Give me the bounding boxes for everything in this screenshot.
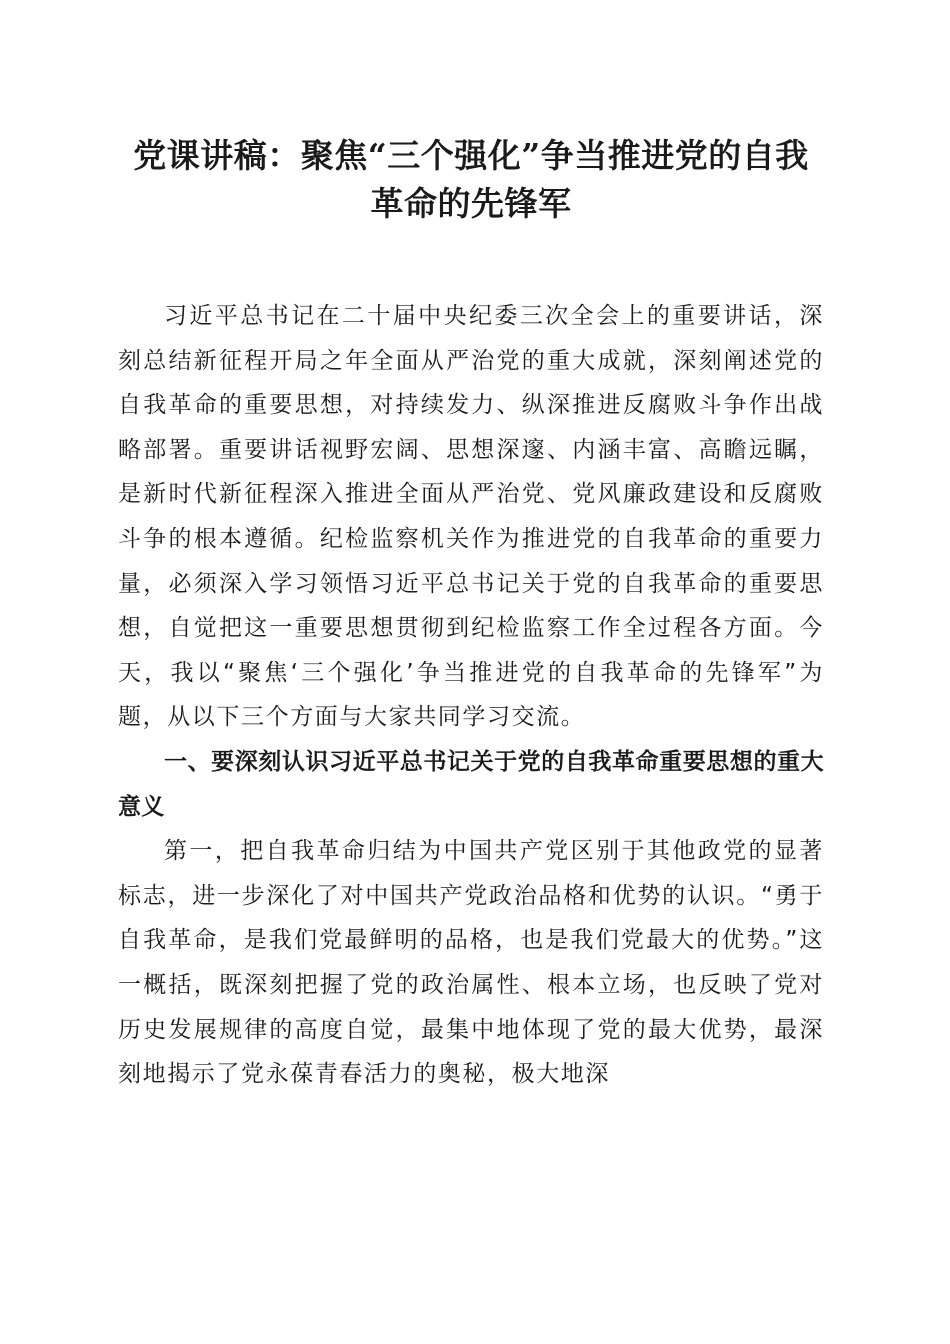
section-heading: 一、要深刻认识习近平总书记关于党的自我革命重要思想的重大意义 bbox=[118, 748, 824, 820]
document-page bbox=[118, 132, 824, 1097]
intro-paragraph: 习近平总书记在二十届中央纪委三次全会上的重要讲话，深刻总结新征程开局之年全面从严治党的重大成就，深刻阐述党的自我革命的重要思想，对持续发力、纵深推进反腐败斗争作出战略部署。重要讲话视野宏阔、思想深邃、内涵丰富、高瞻远瞩，是新时代新征程深入推进全面从严治党、党风廉政建设和反腐败斗争的根本遵循。纪检监察机关作为推进党的自我革命的重要力量，必须深入学习领悟习近平总书记关于党的自我革命的重要思想，自觉把这一重要思想贯彻到纪检监察工作全过程各方面。今天，我以“聚焦‘三个强化’争当推进党的自我革命的先锋军”为题，从以下三个方面与大家共同学习交流。 bbox=[118, 303, 824, 731]
section-paragraph: 第一，把自我革命归结为中国共产党区别于其他政党的显著标志，进一步深化了对中国共产党政治品格和优势的认识。“勇于自我革命，是我们党最鲜明的品格，也是我们党最大的优势。”这一概括，既深刻把握了党的政治属性、根本立场，也反映了党对历史发展规律的高度自觉，最集中地体现了党的最大优势，最深刻地揭示了党永葆青春活力的奥秘，极大地深 bbox=[118, 838, 824, 1088]
document-body bbox=[118, 294, 824, 1097]
document-title: 党课讲稿：聚焦“三个强化”争当推进党的自我革命的先锋军 bbox=[133, 136, 809, 223]
